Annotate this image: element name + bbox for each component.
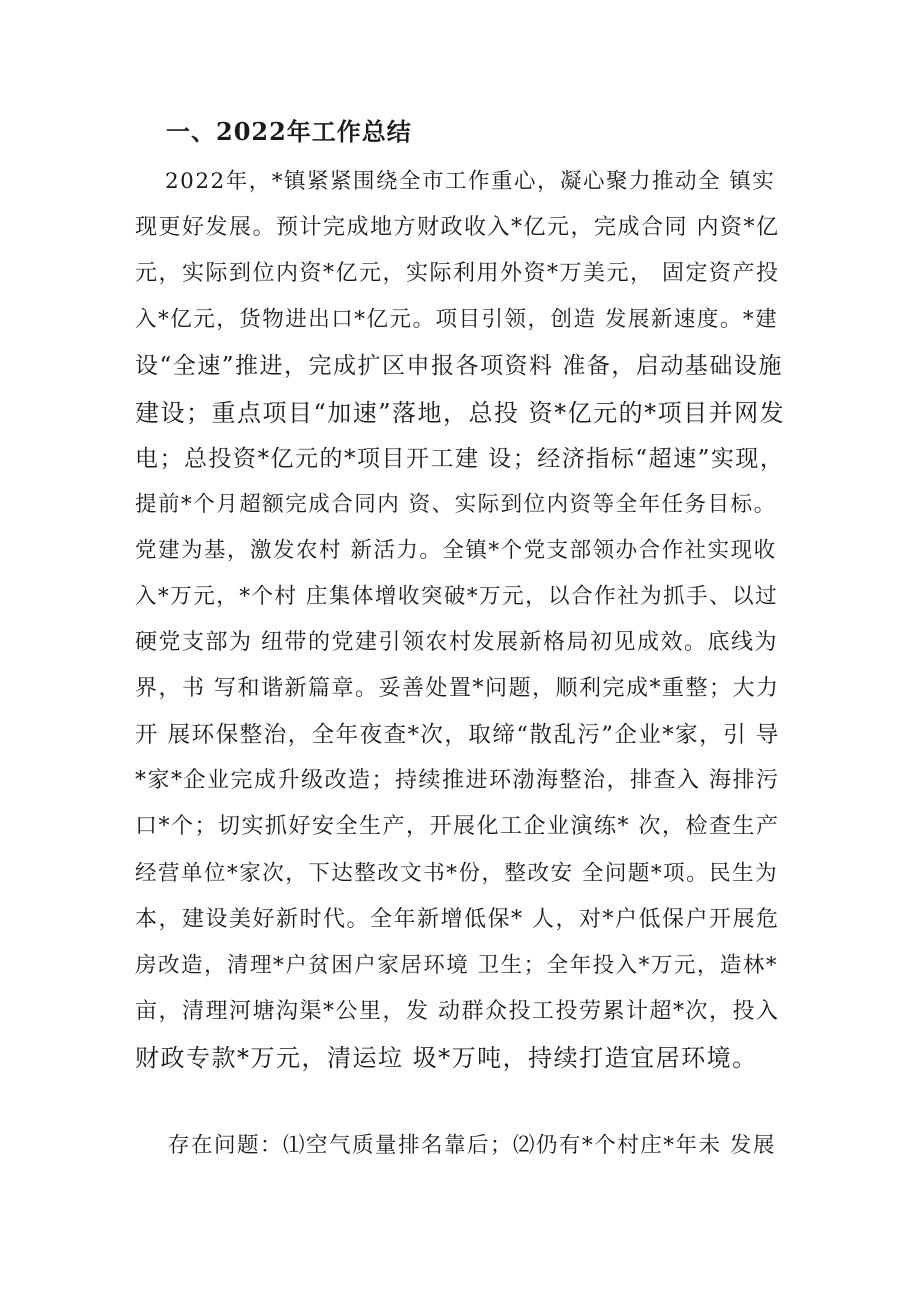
text-line: 财政专款*万元，清运垃 圾*万吨，持续打造宜居环境。 [135, 1043, 758, 1072]
text-line: 入*亿元，货物进出口*亿元。项目引领，创造 发展新速度。*建 [135, 307, 779, 333]
section-heading: 一、2022年工作总结 [166, 117, 412, 146]
text-line: 硬党支部为 纽带的党建引领农村发展新格局初见成效。底线为 [135, 630, 778, 655]
text-line: 设“全速”推进，完成扩区申报各项资料 准备，启动基础设施 [135, 353, 783, 380]
text-line: 开 展环保整治，全年夜查*次，取缔“散乱污”企业*家，引 导 [135, 722, 780, 749]
text-line: 电；总投资*亿元的*项目开工建 设；经济指标“超速”实现， [135, 445, 785, 472]
text-line: 元，实际到位内资*亿元，实际利用外资*万美元， 固定资产投 [135, 261, 780, 287]
text-line: 经营单位*家次，下达整改文书*份，整改安 全问题*项。民生为 [135, 860, 779, 886]
text-line: 界，书 写和谐新篇章。妥善处置*问题，顺利完成*重整；大力 [135, 676, 780, 702]
text-line: 建设；重点项目“加速”落地，总投 资*亿元的*项目并网发 [135, 398, 786, 427]
text-line: 口*个；切实抓好安全生产，开展化工企业演练* 次，检查生产 [135, 814, 780, 840]
text-line: 入*万元，*个村 庄集体增收突破*万元，以合作社为抓手、以过 [135, 583, 779, 609]
text-line: 提前*个月超额完成合同内 资、实际到位内资等全年任务目标。 [135, 491, 777, 517]
text-line: 2022年，*镇紧紧围绕全市工作重心，凝心聚力推动全 镇实 [165, 169, 776, 194]
text-line: 亩，清理河塘沟渠*公里，发 动群众投工投劳累计超*次，投入 [135, 998, 780, 1024]
text-line: 党建为基，激发农村 新活力。全镇*个党支部领办合作社实现收 [135, 537, 777, 563]
text-line: 现更好发展。预计完成地方财政收入*亿元，完成合同 内资*亿 [135, 215, 780, 241]
text-line: *家*企业完成升级改造；持续推进环渤海整治，排查入 海排污 [135, 768, 780, 794]
text-line: 本，建设美好新时代。全年新增低保* 人，对*户低保户开展危 [135, 906, 780, 932]
text-line: 房改造，清理*户贫困户家居环境 卫生；全年投入*万元，造林* [135, 952, 779, 978]
text-line: 存在问题：⑴空气质量排名靠后；⑵仍有*个村庄*年未 发展 [168, 1133, 776, 1158]
